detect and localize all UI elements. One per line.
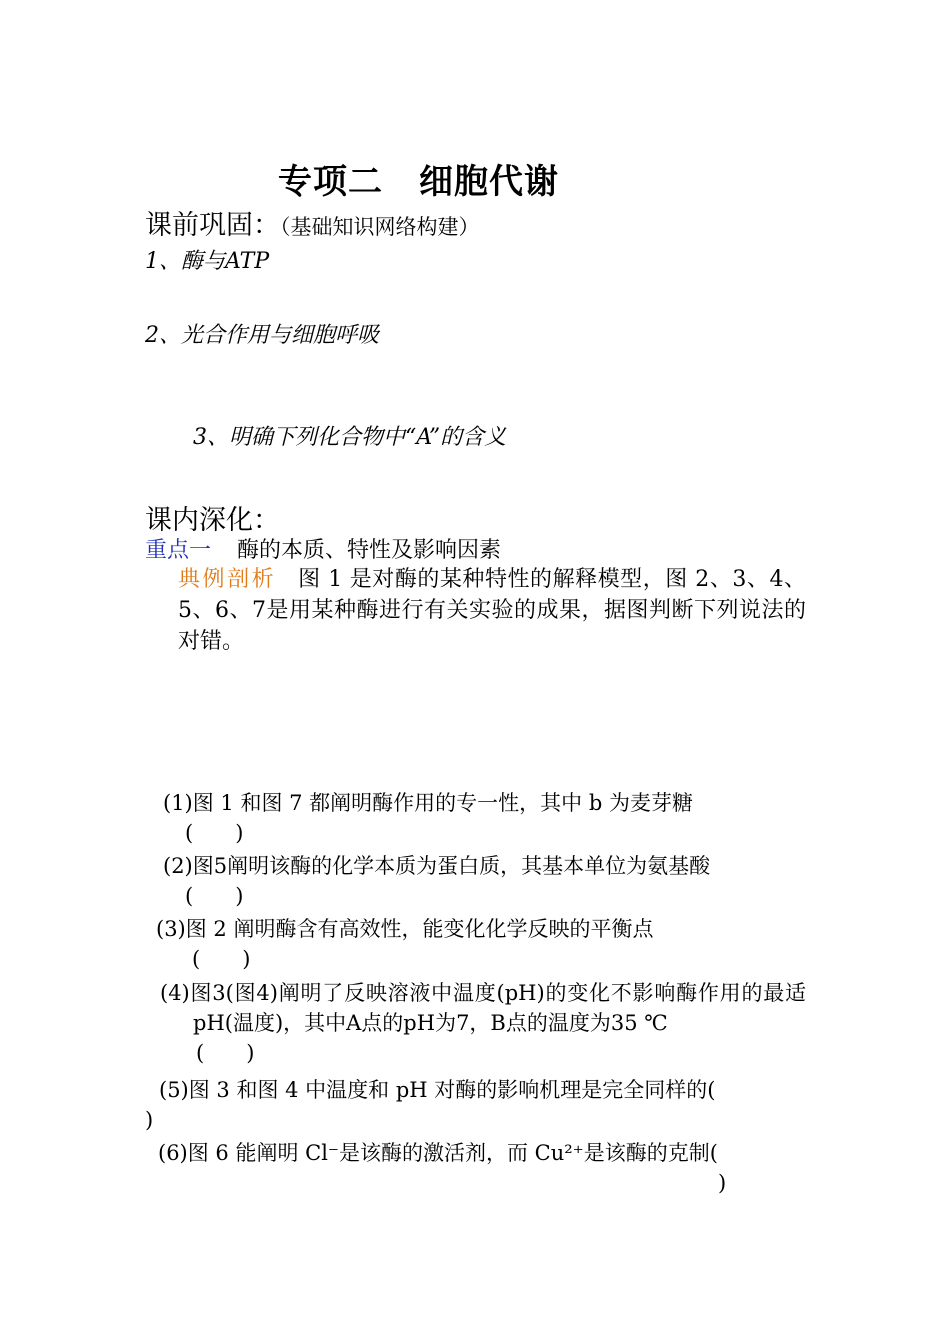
question-6-text: (6)图 6 能阐明 Cl⁻是该酶的激活剂，而 Cu²⁺是该酶的克制(	[158, 1141, 718, 1165]
question-6	[158, 1138, 806, 1198]
question-6-answer-blank: )	[718, 1171, 727, 1195]
question-4-text: (4)图3(图4)阐明了反映溶液中温度(pH)的变化不影响酶作用的最适pH(温度)，其中A点的pH为7，B点的温度为35 ℃	[160, 981, 806, 1035]
question-5-answer-blank: )	[145, 1108, 154, 1132]
pre-class-heading-text: 课前巩固：	[145, 210, 280, 241]
title-part-1: 专项二	[278, 162, 383, 202]
analysis-text: 图 1 是对酶的某种特性的解释模型，图 2、3、4、5、6、7是用某种酶进行有关实验的成果，据图判断下列说法的对错。	[178, 567, 806, 654]
focus-line	[145, 533, 501, 564]
in-class-heading: 课内深化：	[145, 505, 280, 536]
pre-class-subheading: （基础知识网络构建）	[280, 215, 480, 239]
question-1-text: (1)图 1 和图 7 都阐明酶作用的专一性，其中 b 为麦芽糖	[163, 791, 693, 815]
question-4	[160, 978, 806, 1068]
pre-class-heading	[145, 203, 480, 242]
question-3-answer-blank: ( )	[192, 947, 251, 971]
pre-class-item-3: 3、明确下列化合物中“A”的含义	[193, 425, 507, 450]
question-4-answer-blank: ( )	[196, 1041, 255, 1065]
question-2-answer-blank: ( )	[185, 884, 244, 908]
analysis-label: 典例剖析	[178, 567, 277, 592]
question-3-text: (3)图 2 阐明酶含有高效性，能变化化学反映的平衡点	[156, 917, 654, 941]
focus-text: 酶的本质、特性及影响因素	[237, 538, 502, 563]
question-2	[163, 851, 806, 911]
question-5	[145, 1075, 806, 1135]
question-3	[156, 914, 806, 974]
question-1	[163, 788, 806, 848]
focus-label: 重点一	[145, 538, 212, 563]
question-5-text: (5)图 3 和图 4 中温度和 pH 对酶的影响机理是完全同样的(	[159, 1078, 716, 1102]
question-1-answer-blank: ( )	[185, 821, 244, 845]
title-part-2: 细胞代谢	[419, 162, 559, 202]
analysis-paragraph	[178, 564, 806, 657]
question-2-text: (2)图5阐明该酶的化学本质为蛋白质，其基本单位为氨基酸	[163, 854, 711, 878]
page-title	[278, 154, 559, 203]
pre-class-item-2: 2、光合作用与细胞呼吸	[145, 323, 379, 348]
pre-class-item-1: 1、酶与ATP	[145, 249, 270, 274]
